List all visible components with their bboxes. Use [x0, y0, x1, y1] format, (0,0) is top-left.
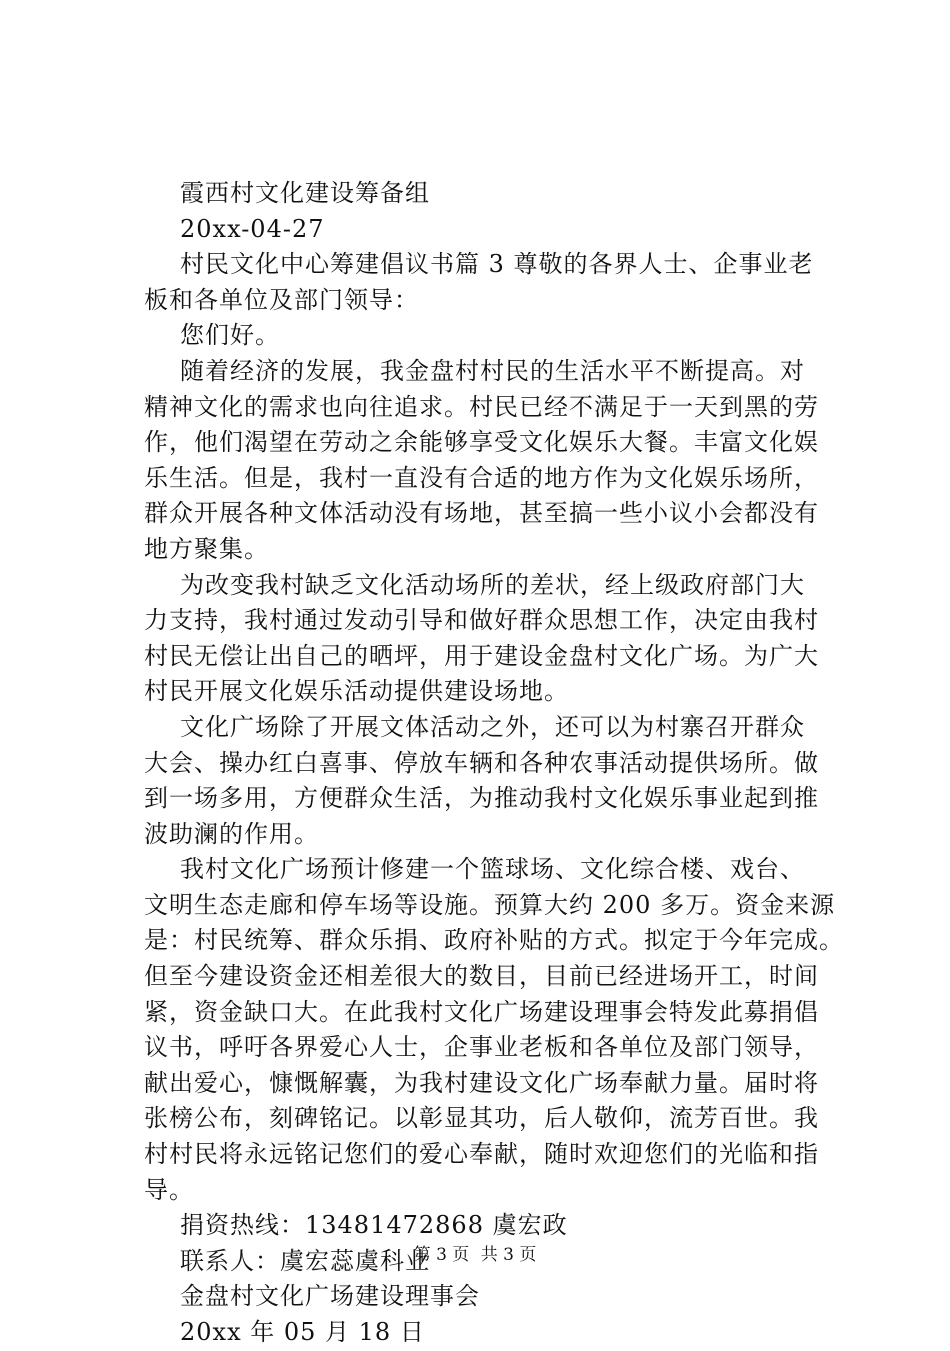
text-line: 文化广场除了开展文体活动之外，还可以为村寨召开群众 — [180, 712, 805, 741]
text-line: 但至今建设资金还相差很大的数目，目前已经进场开工，时间 — [144, 962, 819, 991]
text-line: 随着经济的发展，我金盘村村民的生活水平不断提高。对 — [180, 356, 805, 385]
page-number-current: 第 3 页 — [413, 1245, 470, 1265]
text-line: 作，他们渴望在劳动之余能够享受文化娱乐大餐。丰富文化娱 — [144, 428, 819, 457]
text-line: 议书，呼吁各界爱心人士，企事业老板和各单位及部门领导， — [144, 1033, 819, 1062]
text-line: 村民文化中心筹建倡议书篇 3 尊敬的各界人士、企事业老 — [180, 250, 814, 279]
text-line: 张榜公布，刻碑铭记。以彰显其功，后人敬仰，流芳百世。我 — [144, 1104, 819, 1133]
page-number-total: 共 3 页 — [480, 1245, 537, 1265]
text-line: 为改变我村缺乏文化活动场所的差状，经上级政府部门大 — [180, 570, 805, 599]
text-line: 霞西村文化建设筹备组 — [180, 179, 430, 207]
text-line: 村民无偿让出自己的晒坪，用于建设金盘村文化广场。为广大 — [144, 641, 819, 670]
text-line: 是：村民统筹、群众乐捐、政府补贴的方式。拟定于今年完成。 — [144, 926, 844, 955]
text-line: 板和各单位及部门领导： — [144, 285, 419, 314]
text-line: 波助澜的作用。 — [144, 819, 319, 848]
text-line: 金盘村文化广场建设理事会 — [180, 1282, 480, 1311]
text-line: 我村文化广场预计修建一个篮球场、文化综合楼、戏台、 — [180, 855, 805, 884]
text-line: 您们好。 — [180, 321, 280, 350]
text-line: 精神文化的需求也向往追求。村民已经不满足于一天到黑的劳 — [144, 392, 819, 421]
text-line: 群众开展各种文体活动没有场地，甚至搞一些小议小会都没有 — [144, 499, 819, 528]
text-line: 地方聚集。 — [144, 534, 269, 563]
text-line: 乐生活。但是，我村一直没有合适的地方作为文化娱乐场所， — [144, 463, 819, 492]
text-line: 文明生态走廊和停车场等设施。预算大约 200 多万。资金来源 — [144, 890, 836, 919]
text-line: 大会、操办红白喜事、停放车辆和各种农事活动提供场所。做 — [144, 748, 819, 777]
text-line: 献出爱心，慷慨解囊，为我村建设文化广场奉献力量。届时将 — [144, 1068, 819, 1097]
text-line: 村村民将永远铭记您们的爱心奉献，随时欢迎您们的光临和指 — [144, 1140, 819, 1169]
text-line: 捐资热线：13481472868 虞宏政 — [180, 1211, 568, 1240]
text-line: 20xx 年 05 月 18 日 — [180, 1318, 425, 1346]
text-line: 联系人：虞宏蕊虞科业 — [180, 1246, 430, 1275]
text-line: 导。 — [144, 1175, 194, 1204]
text-line: 力支持，我村通过发动引导和做好群众思想工作，决定由我村 — [144, 606, 819, 635]
page-footer — [0, 1244, 950, 1266]
text-line: 到一场多用，方便群众生活，为推动我村文化娱乐事业起到推 — [144, 784, 819, 813]
document-body — [144, 176, 844, 1351]
text-line: 20xx-04-27 — [180, 214, 325, 243]
text-line: 村民开展文化娱乐活动提供建设场地。 — [144, 677, 569, 706]
text-line: 紧，资金缺口大。在此我村文化广场建设理事会特发此募捐倡 — [144, 997, 819, 1026]
